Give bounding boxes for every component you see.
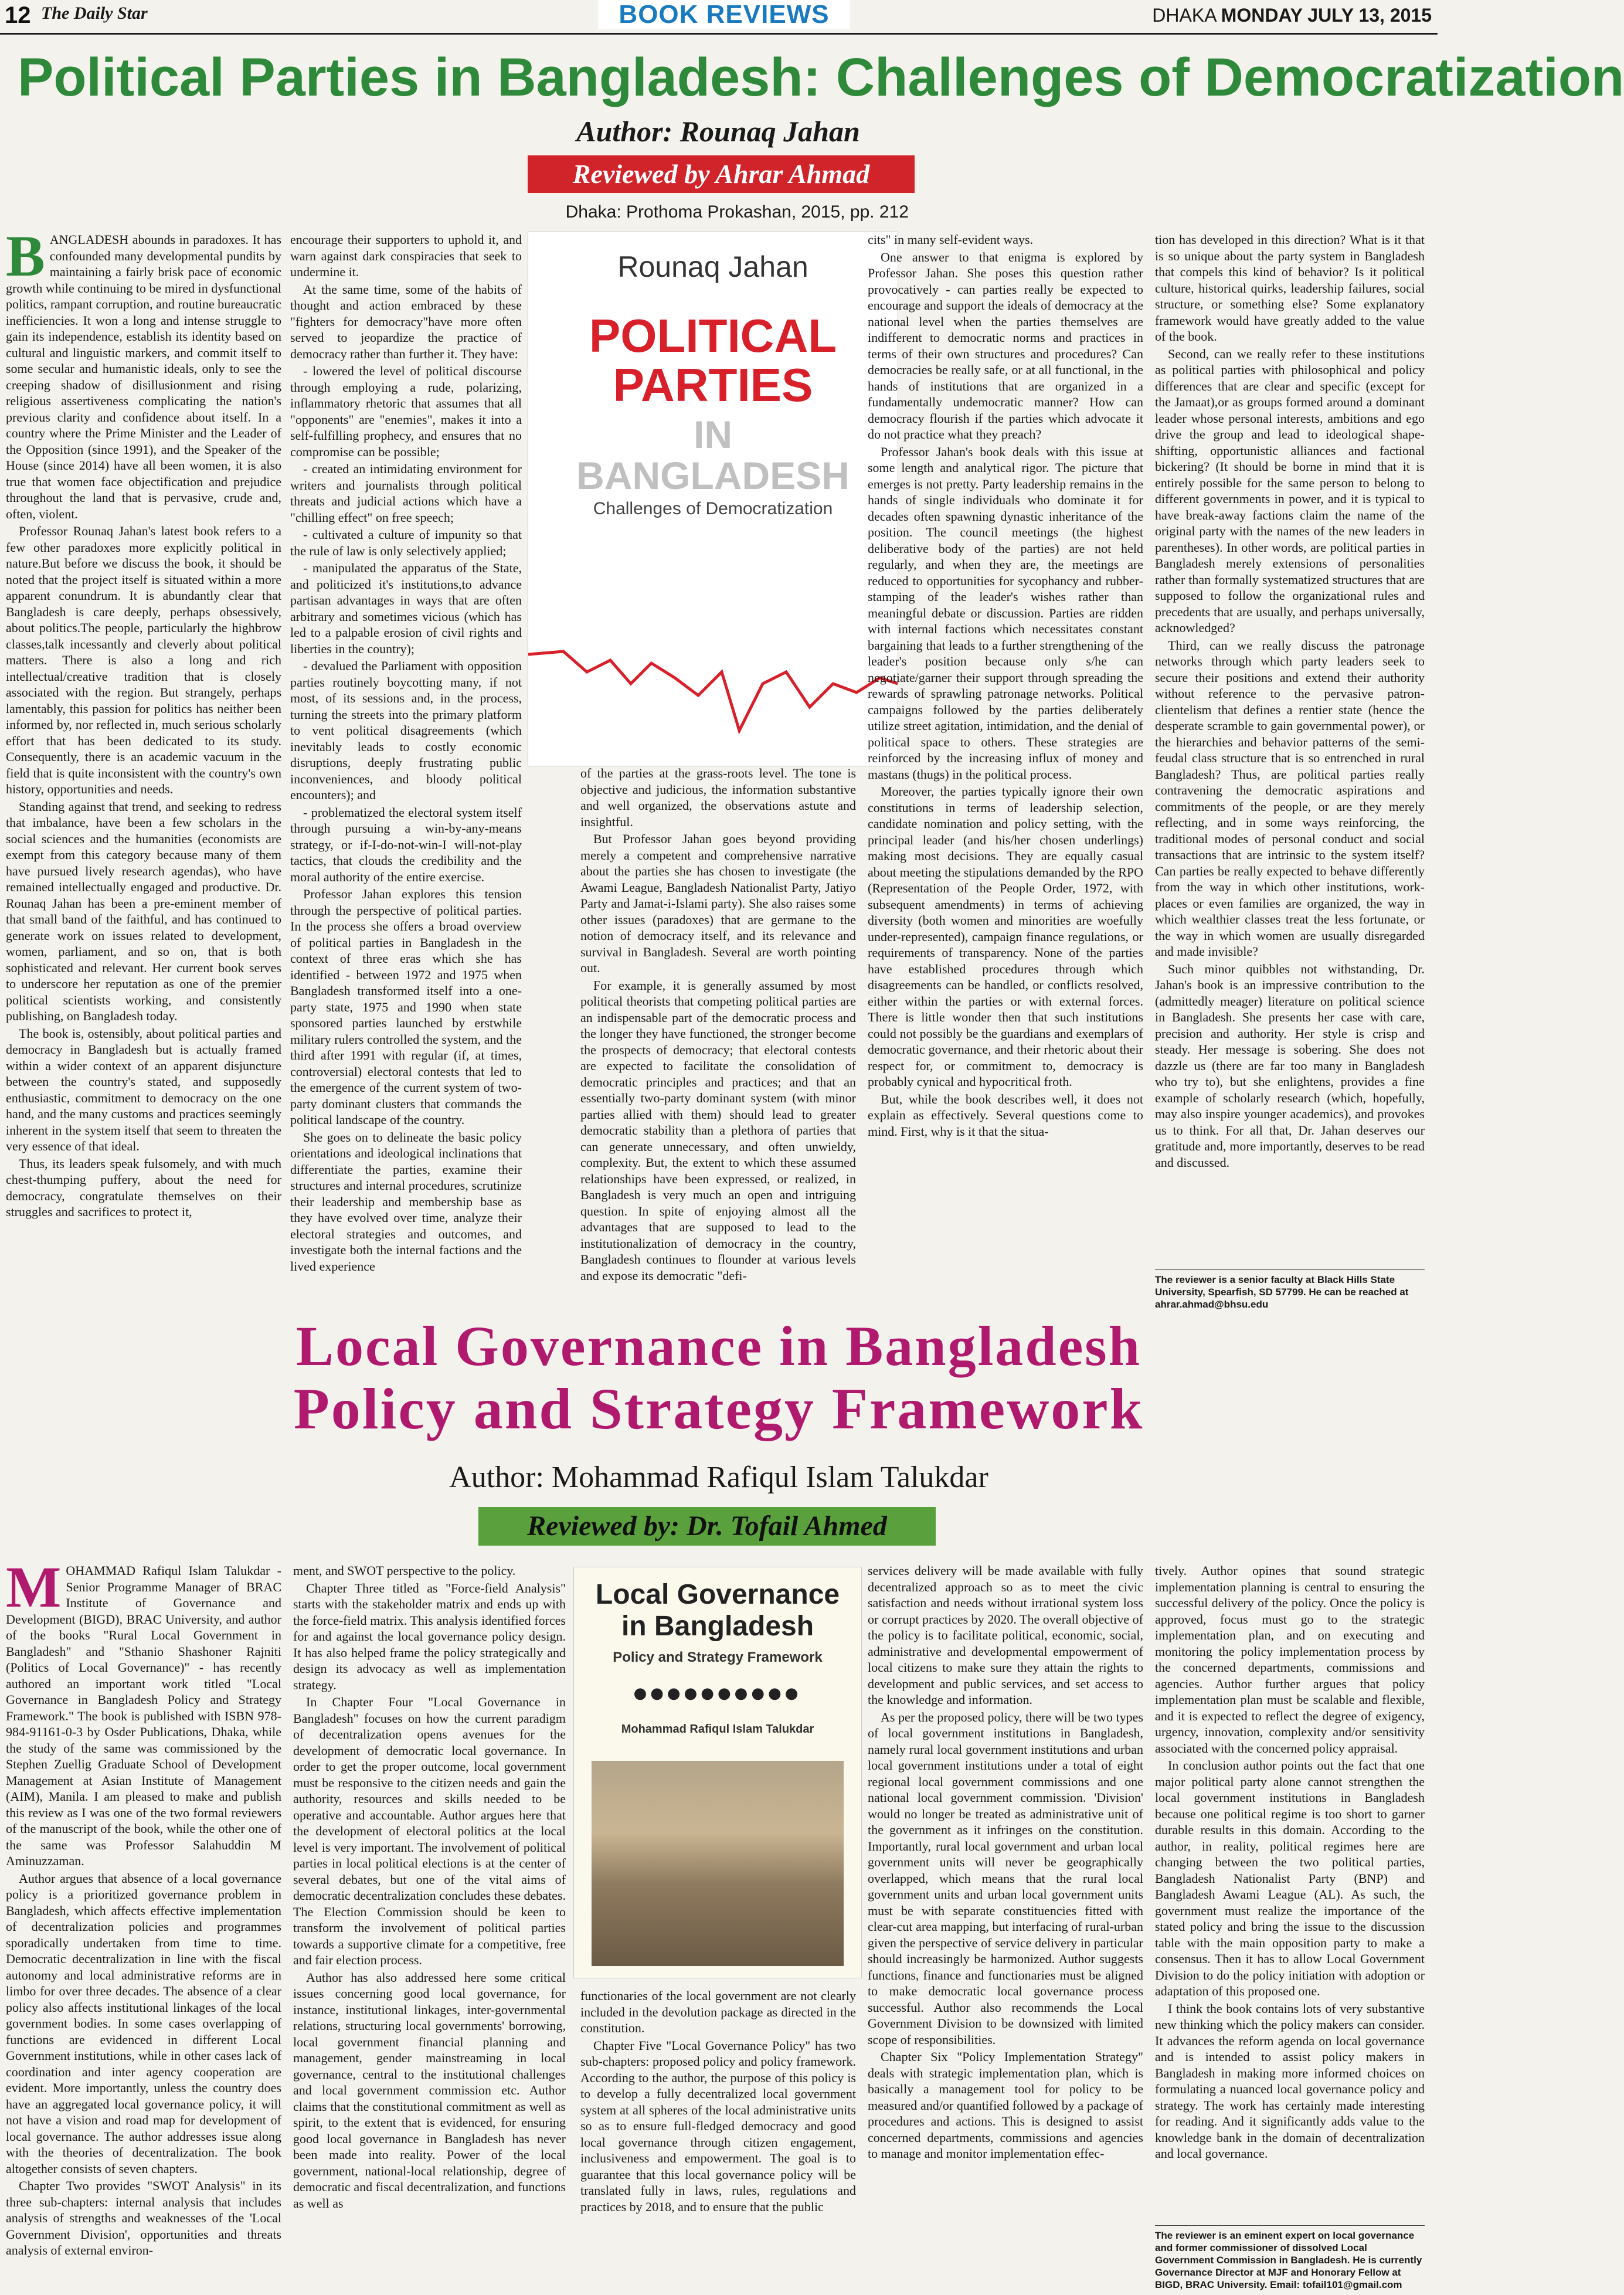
- paragraph: tion has developed in this direction? What is it that is so unique about the party system in Bangladesh that compels this kind of behavior? Is it political culture, historical quirks, leadership failures, social structure, or something else? Some explanatory framework would have greatly added to the value of the book.: [1155, 232, 1425, 344]
- review2-title-line2: Policy and Strategy Framework: [293, 1376, 1144, 1441]
- paragraph: - problematized the electoral system itself through pursuing a win-by-any-means strategy, or if-I-do-not-win-I will-not-play tactics, that clouds the credibility and the moral authority of the entire exercise.: [290, 804, 522, 884]
- review1-publisher: Dhaka: Prothoma Prokashan, 2015, pp. 212: [565, 202, 909, 222]
- paragraph: The book is, ostensibly, about political parties and democracy in Bangladesh but is actually framed within a wider context of an apparent disjuncture between the country's stated, and supposedly enthusiastic, commitment to democracy on the one hand, and the many customs and practices seemingly inherent in the system itself that seem to threaten the very essence of that ideal.: [6, 1026, 281, 1153]
- review1-title: Political Parties in Bangladesh: Challenges of Democratization: [18, 47, 1624, 107]
- review1-column-1: [6, 223, 281, 1311]
- review2-column-1: [6, 1554, 281, 2290]
- paragraph: - manipulated the apparatus of the State, and politicized it's institutions,to advance partisan advantages in ways that are often arbitrary and sometimes vicious (which has led to a palpable erosion of civil rights and liberties in the country);: [290, 561, 522, 656]
- cover-subtitle: Challenges of Democratization: [593, 499, 833, 518]
- paragraph: - devalued the Parliament with opposition parties routinely boycotting many, if not most, of its sessions and, in the process, turning the streets into the primary platform to vent political disagreements (which inevitably leads to costly economic disruptions, deeply frustrating public inconveniences, and bloody political encounters); and: [290, 658, 522, 802]
- dropcap: M: [6, 1554, 62, 1620]
- paragraph: OHAMMAD Rafiqul Islam Talukdar - Senior Programme Manager of BRAC Institute of Governance and Development (BIGD), BRAC University, and author of the books "Rural Local Government in Bangladesh" and "Sthanio Shashoner Rajniti (Politics of Local Governance)" - has recently authored an important work titled "Local Governance in Bangladesh Policy and Strategy Framework." The book is published with ISBN 978-984-91161-0-3 by Osder Publications, Dhaka, while the study of the same was commissioned by the Stephen Zuellig Graduate School of Development Management at Asian Institute of Management (AIM), Manila. I am pleased to make and publish this review as I was one of the two formal reviewers of the manuscript of the book, while the other one of the same was Professor Salahuddin M Aminuzzaman.: [6, 1563, 281, 1868]
- paragraph: Chapter Two provides "SWOT Analysis" in its three sub-chapters: internal analysis that includes analysis of strengths and weaknesses of the 'Local Government Division', opportunities and threats analysis of external environ-: [6, 2178, 281, 2257]
- paragraph: But, while the book describes well, it does not explain as effectively. Several questions come to mind. First, why is it that the situa-: [868, 1091, 1143, 1139]
- review1-reviewer-bio: The reviewer is a senior faculty at Black Hills State University, Spearfish, SD 57799. He can be reached at ahrar.ahmad@bhsu.edu: [1155, 1269, 1425, 1311]
- paragraph: At the same time, some of the habits of thought and action embraced by these "fighters for democracy"have more often served to jeopardize the practice of democracy rather than further it. They have:: [290, 281, 522, 361]
- review2-column-2: [293, 1563, 566, 2290]
- paragraph: I think the book contains lots of very substantive new thinking which the policy makers can consider. It advances the reform agenda on local governance and is intended to assist policy makers in Bangladesh in making more informed choices on formulating a nuanced local governance policy and strategy. The work has certainly made interesting for reading. And it significantly adds value to the knowledge bank in the domain of decentralization and local governance.: [1155, 2001, 1425, 2161]
- paragraph: Professor Jahan's book deals with this issue at some length and analytical rigor. The picture that emerges is not pretty. Party leadership remains in the hands of single individuals who dominate it for decades often spawning dynastic inheritance of the position. The council meetings (the highest deliberative body of the parties) are not held regularly, and when they are, the meetings are reduced to opportunities for sycophancy and rubber-stamping of the leader's wishes rather than meaningful debate or discussion. Parties are ridden with internal factions which necessitates constant bargaining that leads to a further strengthening of the leader's position because only s/he can negotiate/garner their support through spreading the rewards of sprawling patronage networks. Political campaigns followed by the parties deliberately utilize street agitation, intimidation, and the denial of political space to others. These strategies are reinforced by the increasing influx of money and mastans (thugs) in the political process.: [868, 444, 1143, 782]
- review2-column-4: [868, 1563, 1143, 2290]
- paragraph: In conclusion author points out the fact that one major political party alone cannot strengthen the local government institutions in Bangladesh because one political regime is too short to garner durable results in this domain. According to the author, in reality, political regimes here are changing between the two political parties, Bangladesh Nationalist Party (BNP) and Bangladesh Awami League (AL). As such, the government must realize the importance of the stated policy and bring the issue to the discussion table with the main opposition party to make a consensus. Then it has to allow Local Government Division to do the policy initiation with adoption or adaptation of this proposed one.: [1155, 1758, 1425, 1998]
- date-line: DHAKA MONDAY JULY 13, 2015: [1152, 5, 1432, 26]
- paragraph: Chapter Six "Policy Implementation Strategy" deals with strategic implementation plan, which is basically a management tool for policy to be measured and/or quantified followed by a package of procedures and actions. This is designed to assist concerned departments, commissions and agencies to manage and monitor implementation effec-: [868, 2049, 1143, 2161]
- paragraph: Chapter Five "Local Governance Policy" has two sub-chapters: proposed policy and policy framework. According to the author, the purpose of this policy is to develop a fully decentralized local government system at all spheres of the local administrative units so as to ensure full-fledged democracy and good local governance through citizen engagement, inclusiveness and empowerment. The goal is to guarantee that this local governance policy will be translated fully in laws, rules, regulations and practices by 2018, and to ensure that the public: [580, 2038, 856, 2214]
- cover-title: Local Governance in Bangladesh: [595, 1579, 840, 1642]
- paragraph: services delivery will be made available with fully decentralized approach so as to meet the civic satisfaction and needs without irrational system loss or corrupt practices by 2020. The overall objective of the policy is to facilitate political, economic, social, administrative and developmental empowerment of local citizens to make sure they attain the rights to development and public services, and set access to the knowledge and information.: [868, 1563, 1143, 1707]
- review1-column-4: [868, 232, 1143, 1311]
- paragraph: of the parties at the grass-roots level. The tone is objective and judicious, the information substantive and well organized, the observations astute and insightful.: [580, 766, 856, 829]
- cover-title-secondary: IN BANGLADESH: [576, 413, 850, 497]
- paragraph: Standing against that trend, and seeking to redress that imbalance, have been a few scholars in the social sciences and the humanities (economists are exempt from this category because many of them have pursued lively research agendas), who have remained intellectually engaged and productive. Dr. Rounaq Jahan has been a pre-eminent member of that small band of the faithful, and has continued to generate work on issues related to development, women, parliament, and so on, that is both sophisticated and relevant. Her current book serves to underscore her reputation as one of the premier political scientists working, and consistently publishing, on Bangladesh today.: [6, 799, 281, 1023]
- paragraph: Chapter Three titled as "Force-field Analysis" starts with the stakeholder matrix and ends up with the force-field matrix. This analysis identified forces for and against the local governance policy design. It has also helped frame the policy strategically and design its advocacy as well as implementation strategy.: [293, 1580, 566, 1692]
- dropcap: B: [6, 223, 45, 288]
- review2-title-line1: Local Governance in Bangladesh: [295, 1315, 1142, 1377]
- review1-column-3: [580, 765, 856, 1311]
- paragraph: ANGLADESH abounds in paradoxes. It has confounded many developmental pundits by maintaining a fairly brisk pace of economic growth while continuing to be mired in dysfunctional politics, rampant corruption, and routine bureaucratic inefficiencies. It won a long and intense struggle to gain its independence, establish its identity based on cultural and linguistic markers, and commit itself to some secular and humanistic ideals, only to see the creeping shadow of disillusionment and rising religious assertiveness complicating the nation's previous clarity and confidence about itself. In a country where the Prime Minister and the Leader of the Opposition (since 1991), and the Speaker of the House (since 2014) have all been women, it is also true that women face objectification and prejudice throughout the land that is pervasive, crude and, often, violent.: [6, 232, 281, 521]
- paragraph: Professor Rounaq Jahan's latest book refers to a few other paradoxes more explicitly political in nature.But before we discuss the book, it should be noted that the project itself is situated within a more apparent conundrum. It is abundantly clear that Bangladesh is care deeply, perhaps obsessively, about politics.The people, particularly the highbrow classes,talk incessantly and cleverly about political matters. There is also a long and rich intellectual/creative tradition that is closely associated with the region. But strangely, perhaps lamentably, this passion for politics has neither been informed by, nor reflected in, much serious scholarly effort that has been dedicated to its study. Consequently, there is an academic vacuum in the field that is quite inconsistent with the country's own history, opportunities and needs.: [6, 524, 281, 796]
- review2-column-5: [1155, 1563, 1425, 2222]
- paragraph: Such minor quibbles not withstanding, Dr. Jahan's book is an impressive contribution to the (admittedly meager) literature on political science in Bangladesh. She presents her case with care, precision and authority. Her style is crisp and steady. Her message is sobering. She does not dazzle us (there are far too many in Bangladesh who try to), but she enlightens, provides a fine example of scholarly research (which, hopefully, may also inspire younger academics), and provokes us to think. For all that, Dr. Jahan deserves our gratitude and, more importantly, deserves to be read and discussed.: [1155, 961, 1425, 1170]
- paragraph: But Professor Jahan goes beyond providing merely a competent and comprehensive narrative about the parties she has chosen to investigate (the Awami League, Bangladesh Nationalist Party, Jatiyo Party and Jamat-i-Islami party). She also raises some other issues (paradoxes) that are germane to the notion of democracy itself, and its relevance and survival in Bangladesh. Several are worth pointing out.: [580, 831, 856, 975]
- paragraph: Moreover, the parties typically ignore their own constitutions in terms of leadership selection, candidate nomination and policy setting, with the principal leader (and his/her chosen underlings) making most decisions. They are equally casual about meeting the stipulations demanded by the RPO (Representation of the People Order, 1972, with subsequent amendments) in terms of achieving diversity (both women and minorities are woefully under-represented), campaign finance regulations, or requirements of transparency. None of the parties have established procedures through which disagreements can be handled, or conflicts resolved, either within the parties or with external forces. There is little wonder then that such institutions could not possibly be the guardians and exemplars of democratic governance, and their rhetoric about their respect for, or commitment to, democracy is probably cynical and hypocritical froth.: [868, 784, 1143, 1089]
- review2-reviewer-bio: The reviewer is an eminent expert on local governance and former commissioner of dissolved Local Government Commission in Bangladesh. He is currently Governance Director at MJF and Honorary Fellow at BIGD, BRAC University. Email: tofail101@gmail.com: [1155, 2225, 1425, 2291]
- paragraph: functionaries of the local government are not clearly included in the devolution package as directed in the constitution.: [580, 1988, 856, 2035]
- review2-reviewer: Reviewed by: Dr. Tofail Ahmed: [478, 1507, 936, 1546]
- paragraph: - created an intimidating environment for writers and journalists through political threats and judicial actions which have a "chilling effect" on free speech;: [290, 461, 522, 525]
- book-cover-political-parties: [528, 232, 898, 766]
- paragraph: Professor Jahan explores this tension through the perspective of political parties. In the process she offers a broad overview of political parties in Bangladesh in the context of three eras which she has identified - between 1972 and 1975 when Bangladesh transformed itself into a one-party state, 1975 and 1990 when state sponsored parties launched by erstwhile military rulers controlled the system, and the third after 1991 with regular (if, at times, controversial) electoral contests that led to the emergence of the current system of two-party dominant clusters that commands the political landscape of the country.: [290, 887, 522, 1127]
- cover-dot-row: ●●●●●●●●●●: [633, 1685, 802, 1702]
- paragraph: Author argues that absence of a local governance policy is a prioritized governance problem in Bangladesh, which affects effective implementation of decentralization policies and programmes sporadically undertaken from time to time. Democratic decentralization in line with the fiscal autonomy and local administrative reforms are in limbo for over three decades. The absence of a clear policy also affects institutional linkages of the local government bodies. In some cases overlapping of functions are evidenced in different Local Government institutions, while in other cases lack of coordination and inter agency cooperation are evident. More importantly, unless the country does have an aggregated local governance policy, it will not have a vision and road map for development of local governance. The author addresses issue along with the theories of decentralization. The book altogether consists of seven chapters.: [6, 1870, 281, 2176]
- cover-crowd-photo: [592, 1761, 844, 1966]
- masthead: [0, 0, 1438, 35]
- paragraph: tively. Author opines that sound strategic implementation planning is central to ensuring the successful delivery of the policy. Once the policy is approved, focus must go to the strategic implementation plan, and on executing and monitoring the policy implementation process by the concerned departments, commissions and agencies. Author further argues that policy implementation plan must be scalable and flexible, and it is expected to reflect the degree of exigency, urgency, innovation, complexity and/or sensitivity associated with the concerned policy appraisal.: [1155, 1563, 1425, 1756]
- review1-column-2: [290, 232, 522, 1311]
- cover-author: Mohammad Rafiqul Islam Talukdar: [621, 1723, 814, 1736]
- paragraph: She goes on to delineate the basic policy orientations and ideological inclinations that differentiate the parties, examine their structures and internal procedures, scrutinize their leadership and membership base as they have evolved over time, analyze their electoral strategies and outcomes, and investigate both the internal factions and the lived experience: [290, 1129, 522, 1274]
- paragraph: As per the proposed policy, there will be two types of local government institutions in Bangladesh, namely rural local government institutions and urban local government institutions under a total of eight regional local government commissions and one national local government commission. 'Division' would no longer be treated as administrative unit of the government as it infringes on the constitution. Importantly, rural local government and urban local government units will never be geographically overlapped, which means that the rural local government units and urban local government units must be with separate constituencies fitted with clear-cut area mapping, but interfacing of rural-urban given the perspective of service delivery in particular should increasingly be harmonized. Author suggests functions, finance and functionaries must be aligned to make democratic local governance process successful. Author also recommends the Local Government Division to be downsized with limited scope of responsibilities.: [868, 1709, 1143, 2047]
- book-cover-local-governance: [573, 1567, 862, 1978]
- page-number: 12: [5, 2, 31, 28]
- paragraph: cits" in many self-evident ways.: [868, 232, 1034, 247]
- review1-column-5: [1155, 232, 1425, 1267]
- review1-author: Author: Rounaq Jahan: [576, 115, 860, 148]
- review1-reviewer: Reviewed by Ahrar Ahmad: [528, 155, 915, 193]
- paragraph: Second, can we really refer to these institutions as political parties with philosophical and policy differences that are clear and specific (except for the Jamaat),or as groups formed around a dominant leader whose personal interests, ambitions and ego drive the group and lead to ideological shape-shifting, opportunistic alliances and factional bickering? (It should be borne in mind that it is entirely possible for the same person to belong to different governments in power, and it is typical to have break-away factions claim the name of the original party with the names of the new leaders in parentheses). In other words, are political parties in Bangladesh merely extensions of personalities rather than formally systematized structures that are supposed to follow the organizational rules and precedents that are usually, and perhaps universally, acknowledged?: [1155, 346, 1425, 635]
- paragraph: ment, and SWOT perspective to the policy.: [293, 1563, 516, 1578]
- paragraph: - cultivated a culture of impunity so that the rule of law is only selectively applied;: [290, 527, 522, 558]
- paragraph: Third, can we really discuss the patronage networks through which party leaders seek to secure their positions and extend their authority without reference to the pervasive patron-clientelism that defines a rentier state (hence the desperate scramble to gain governmental power), or the hierarchies and behavior patterns of the semi-feudal class structure that is so entrenched in rural Bangladesh? Thus, are political parties really contravening the democratic aspirations and commitments of the people, or are they merely reflecting, and in some ways reinforcing, the traditional modes of personal conduct and social transactions that are intrinsic to the system itself? Can parties be really expected to behave differently from the way in which other institutions, work-places or even families are organized, the way in which wealthier classes treat the less fortunate, or the way in which women are usually disregarded and made invisible?: [1155, 637, 1425, 959]
- cover-author: Rounaq Jahan: [617, 250, 808, 283]
- section-title: BOOK REVIEWS: [598, 0, 850, 29]
- paragraph: One answer to that enigma is explored by Professor Jahan. She poses this question rather provocatively - can parties really be expected to encourage and support the ideals of democracy at the national level when the parties themselves are indifferent to democratic norms and practices in terms of their own structures and procedures? Can democracies be really safe, or at all functional, in the hands of institutions that are organized in a fundamentally undemocratic manner? How can democracy flourish if the parties which advocate it do not practice what they preach?: [868, 249, 1143, 442]
- paragraph: In Chapter Four "Local Governance in Bangladesh" focuses on how the current paradigm of decentralization opens avenues for the development of democratic local governance. In order to get the proper outcome, local government must be responsive to the citizen needs and gain the authority, resources and skills needed to be operative and accountable. Author argues here that the development of electoral politics at the local level is very important. The involvement of political parties in local political elections is at the center of several debates, but one of the vital aims of democratic decentralization concludes these debates. The Election Commission should be keen to transform the involvement of political parties towards a supportive climate for a competitive, free and fair election process.: [293, 1695, 566, 1967]
- paragraph: - lowered the level of political discourse through employing a rude, polarizing, inflammatory rhetoric that assumes that all "opponents" are "enemies", makes it into a self-fulfilling prophecy, and ensures that no compromise can be possible;: [290, 364, 522, 459]
- paragraph: For example, it is generally assumed by most political theorists that competing political parties are an indispensable part of the democratic process and the longer they have functioned, the stronger become the prospects of democracy; that electoral contests are expected to facilitate the consolidation of democratic principles and practices; and that an essentially two-party dominant system (with minor parties allied with them) should lead to greater democratic stability than a plethora of parties that can generate unnecessary, and often unwieldy, complexity. But, the extent to which these assumed relationships have been expressed, or realized, in Bangladesh is very much an open and intriguing question. In spite of enjoying almost all the advantages that are supposed to lead to the institutionalization of democracy in the country, Bangladesh continues to flounder at various levels and expose its democratic "defi-: [580, 977, 856, 1283]
- paper-name: The Daily Star: [41, 4, 148, 23]
- review2-author: Author: Mohammad Rafiqul Islam Talukdar: [449, 1461, 988, 1494]
- cover-title: POLITICAL PARTIES: [589, 310, 837, 411]
- cover-subtitle: Policy and Strategy Framework: [613, 1649, 823, 1665]
- paragraph: encourage their supporters to uphold it, and warn against dark conspiracies that seek to undermine it.: [290, 232, 522, 279]
- cover-trend-line-graphic: [528, 537, 898, 766]
- paragraph: Author has also addressed here some critical issues concerning good local governance, for instance, institutional linkages, inter-governmental relations, structuring local governments' borrowing, local government financial planning and management, gender mainstreaming in local governance, central to the institutional challenges and local government commission etc. Author claims that the constitutional commitment as well as spirit, to the extent that is evidenced, for ensuring good local governance in Bangladesh has never been made into reality. Power of the local government, national-local relationship, degree of democratic and fiscal decentralization, and functions as well as: [293, 1970, 566, 2211]
- paragraph: Thus, its leaders speak fulsomely, and with much chest-thumping puffery, about the need for democracy, congratulate themselves on their struggles and sacrifices to protect it,: [6, 1156, 281, 1219]
- review2-column-3: [580, 1988, 856, 2290]
